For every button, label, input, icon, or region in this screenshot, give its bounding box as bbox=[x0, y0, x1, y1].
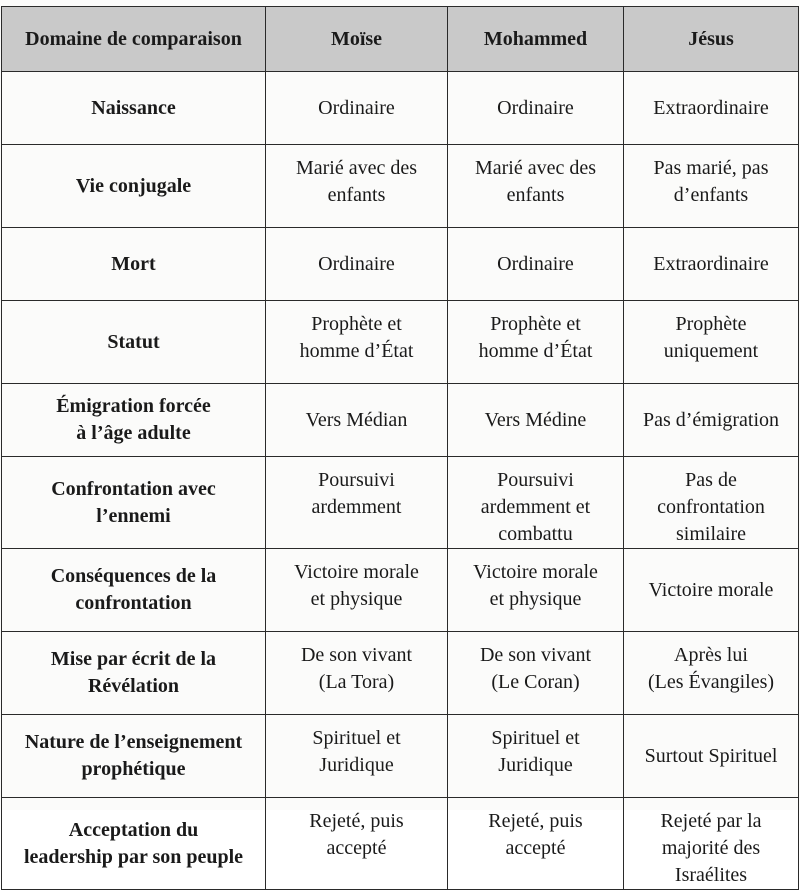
cell-jesus bbox=[624, 301, 799, 384]
cell-text-line: Ordinaire bbox=[497, 252, 574, 275]
domain-text-line: Nature de l’enseignement bbox=[24, 731, 243, 753]
header-mohammed: Mohammed bbox=[448, 7, 624, 72]
row-domain-cell bbox=[2, 228, 266, 301]
cell-jesus bbox=[624, 145, 799, 228]
header-row bbox=[2, 7, 799, 72]
cell-text-line: Extraordinaire bbox=[653, 96, 769, 119]
cell-jesus bbox=[624, 798, 799, 890]
domain-text-line: confrontation bbox=[75, 592, 192, 614]
table-row bbox=[2, 384, 799, 457]
cell-text-line: Victoire morale bbox=[473, 561, 598, 583]
cell-text-line: homme d’État bbox=[478, 340, 593, 362]
cell-text-line: Rejeté, puis bbox=[488, 810, 583, 832]
domain-text-line: Vie conjugale bbox=[75, 174, 192, 197]
cell-moise bbox=[266, 72, 448, 145]
cell-mohammed bbox=[448, 72, 624, 145]
cell-text-line: Israélites bbox=[674, 864, 748, 886]
cell-text-line: Vers Médian bbox=[305, 408, 408, 431]
cell-moise bbox=[266, 798, 448, 890]
cell-jesus bbox=[624, 715, 799, 798]
cell-moise bbox=[266, 632, 448, 715]
cell-moise bbox=[266, 715, 448, 798]
cell-mohammed bbox=[448, 457, 624, 549]
header-domain: Domaine de comparaison bbox=[2, 7, 266, 72]
cell-mohammed bbox=[448, 549, 624, 632]
cell-text-line: et physique bbox=[489, 588, 582, 610]
cell-text-line: Poursuivi bbox=[318, 469, 395, 491]
row-domain-cell bbox=[2, 145, 266, 228]
cell-text-line: similaire bbox=[676, 523, 746, 545]
cell-text-line: Pas d’émigration bbox=[642, 408, 780, 431]
cell-text-line: confrontation bbox=[657, 496, 765, 518]
cell-text-line: Vers Médine bbox=[484, 408, 587, 431]
domain-text-line: leadership par son peuple bbox=[23, 845, 244, 868]
cell-text-line: Poursuivi bbox=[497, 469, 574, 491]
header-jesus: Jésus bbox=[624, 7, 799, 72]
cell-moise bbox=[266, 145, 448, 228]
domain-text-line: Émigration forcée bbox=[56, 395, 211, 417]
row-domain-cell bbox=[2, 798, 266, 890]
domain-text-line: Conséquences de la bbox=[50, 565, 217, 587]
cell-jesus bbox=[624, 384, 799, 457]
cell-text-line: enfants bbox=[327, 184, 386, 206]
cell-moise bbox=[266, 549, 448, 632]
cell-text-line: De son vivant bbox=[300, 644, 413, 666]
cell-text-line: Ordinaire bbox=[318, 252, 395, 275]
cell-moise bbox=[266, 384, 448, 457]
cell-mohammed bbox=[448, 384, 624, 457]
cell-text-line: Pas marié, pas bbox=[653, 157, 769, 179]
cell-mohammed bbox=[448, 145, 624, 228]
table-row bbox=[2, 632, 799, 715]
cell-text-line: d’enfants bbox=[673, 184, 749, 206]
domain-text-line: à l’âge adulte bbox=[76, 422, 191, 444]
domain-text-line: Naissance bbox=[91, 96, 176, 119]
cell-text-line: De son vivant bbox=[479, 644, 592, 666]
row-domain-cell bbox=[2, 384, 266, 457]
table-row bbox=[2, 715, 799, 798]
cell-mohammed bbox=[448, 301, 624, 384]
table-row bbox=[2, 549, 799, 632]
table-row bbox=[2, 798, 799, 890]
cell-text-line: Prophète et bbox=[311, 313, 402, 335]
row-domain-cell bbox=[2, 301, 266, 384]
row-domain-cell bbox=[2, 715, 266, 798]
table-row bbox=[2, 72, 799, 145]
cell-text-line: (Le Coran) bbox=[491, 671, 580, 693]
domain-text-line: Mise par écrit de la bbox=[50, 648, 217, 670]
cell-text-line: Spirituel et bbox=[491, 727, 580, 749]
cell-text-line: Rejeté par la bbox=[660, 810, 762, 832]
cell-text-line: Ordinaire bbox=[318, 96, 395, 119]
cell-jesus bbox=[624, 632, 799, 715]
cell-text-line: (La Tora) bbox=[318, 671, 395, 693]
cell-text-line: Prophète bbox=[675, 313, 747, 335]
cell-text-line: Pas de bbox=[685, 469, 737, 491]
table-row bbox=[2, 145, 799, 228]
domain-text-line: Confrontation avec bbox=[51, 477, 216, 500]
cell-text-line: homme d’État bbox=[299, 340, 414, 362]
cell-text-line: Prophète et bbox=[490, 313, 581, 335]
cell-mohammed bbox=[448, 715, 624, 798]
cell-jesus bbox=[624, 549, 799, 632]
cell-text-line: Victoire morale bbox=[294, 561, 419, 583]
cell-text-line: accepté bbox=[326, 837, 387, 859]
cell-text-line: Extraordinaire bbox=[653, 252, 769, 275]
cell-text-line: (Les Évangiles) bbox=[647, 671, 775, 693]
cell-mohammed bbox=[448, 798, 624, 890]
cell-text-line: et physique bbox=[310, 588, 403, 610]
domain-text-line: l’ennemi bbox=[96, 504, 171, 527]
cell-text-line: majorité des bbox=[661, 837, 761, 859]
cell-mohammed bbox=[448, 632, 624, 715]
comparison-table bbox=[1, 6, 799, 890]
cell-text-line: Victoire morale bbox=[648, 578, 774, 601]
domain-text-line: prophétique bbox=[81, 758, 186, 780]
cell-text-line: combattu bbox=[498, 523, 573, 545]
table-body bbox=[2, 72, 799, 890]
table-row bbox=[2, 228, 799, 301]
row-domain-cell bbox=[2, 549, 266, 632]
cell-jesus bbox=[624, 72, 799, 145]
cell-moise bbox=[266, 457, 448, 549]
cell-text-line: Ordinaire bbox=[497, 96, 574, 119]
domain-text-line: Statut bbox=[107, 330, 160, 353]
cell-text-line: Après lui bbox=[674, 644, 748, 666]
header-moise: Moïse bbox=[266, 7, 448, 72]
cell-jesus bbox=[624, 457, 799, 549]
cell-jesus bbox=[624, 228, 799, 301]
row-domain-cell bbox=[2, 72, 266, 145]
cell-text-line: Surtout Spirituel bbox=[644, 744, 778, 767]
cell-text-line: Spirituel et bbox=[312, 727, 401, 749]
domain-text-line: Mort bbox=[111, 252, 156, 275]
cell-text-line: Juridique bbox=[498, 754, 573, 776]
domain-text-line: Révélation bbox=[87, 675, 180, 697]
table-header bbox=[2, 7, 799, 72]
cell-text-line: Marié avec des bbox=[474, 157, 597, 179]
cell-mohammed bbox=[448, 228, 624, 301]
cell-moise bbox=[266, 301, 448, 384]
cell-text-line: enfants bbox=[506, 184, 565, 206]
cell-text-line: uniquement bbox=[663, 340, 759, 362]
row-domain-cell bbox=[2, 457, 266, 549]
cell-text-line: Rejeté, puis bbox=[309, 810, 404, 832]
cell-text-line: Juridique bbox=[319, 754, 394, 776]
cell-text-line: accepté bbox=[505, 837, 566, 859]
cell-moise bbox=[266, 228, 448, 301]
row-domain-cell bbox=[2, 632, 266, 715]
cell-text-line: ardemment bbox=[311, 496, 402, 518]
table-row bbox=[2, 457, 799, 549]
table-row bbox=[2, 301, 799, 384]
domain-text-line: Acceptation du bbox=[68, 818, 199, 841]
cell-text-line: Marié avec des bbox=[295, 157, 418, 179]
cell-text-line: ardemment et bbox=[480, 496, 591, 518]
